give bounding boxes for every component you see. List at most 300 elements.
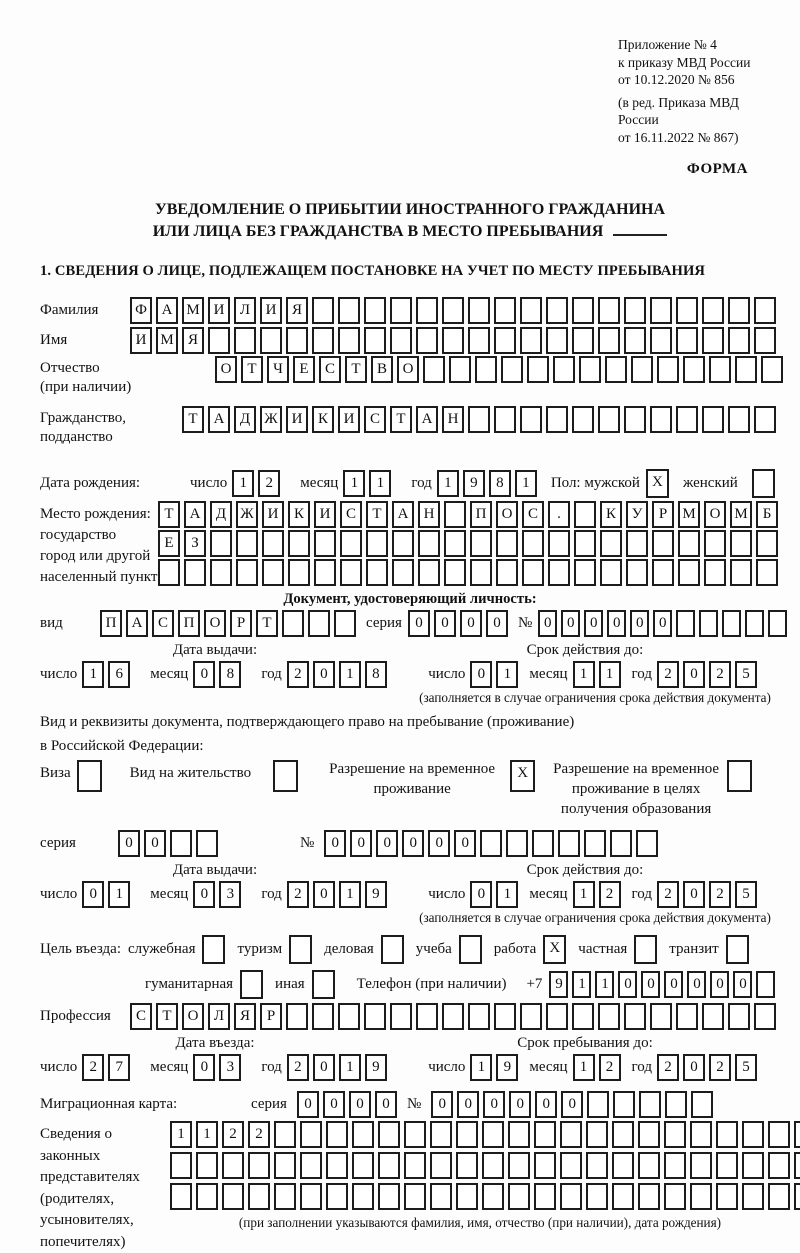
citizenship-char-box[interactable] [728, 406, 750, 433]
resdoc-num-box[interactable] [584, 830, 606, 857]
birthplace-char-box[interactable] [444, 501, 466, 528]
profession-char-box[interactable] [728, 1003, 750, 1030]
birth-day-box[interactable]: 1 [232, 470, 254, 497]
resdoc-seriya-box[interactable]: 0 [144, 830, 166, 857]
rep-char-box[interactable] [742, 1183, 764, 1210]
profession-char-box[interactable] [520, 1003, 542, 1030]
mig-num-box[interactable]: 0 [483, 1091, 505, 1118]
rep-char-box[interactable] [170, 1183, 192, 1210]
resdoc-seriya-box[interactable]: 0 [118, 830, 140, 857]
date-box[interactable]: 5 [735, 1054, 757, 1081]
mig-num-box[interactable]: 0 [561, 1091, 583, 1118]
birthplace-char-box[interactable]: О [496, 501, 518, 528]
birthplace-char-box[interactable] [522, 530, 544, 557]
citizenship-char-box[interactable] [650, 406, 672, 433]
rep-char-box[interactable] [300, 1152, 322, 1179]
rep-char-box[interactable] [768, 1183, 790, 1210]
rep-char-box[interactable] [586, 1121, 608, 1148]
rep-char-box[interactable] [196, 1183, 218, 1210]
citizenship-char-box[interactable] [624, 406, 646, 433]
mig-num-box[interactable] [587, 1091, 609, 1118]
rep-char-box[interactable] [742, 1121, 764, 1148]
birthplace-char-box[interactable] [418, 559, 440, 586]
rep-char-box[interactable] [222, 1152, 244, 1179]
birth-day-box[interactable]: 2 [258, 470, 280, 497]
resdoc-num-box[interactable]: 0 [324, 830, 346, 857]
iddoc-seriya-box[interactable]: 0 [486, 610, 508, 637]
date-box[interactable]: 1 [496, 661, 518, 688]
resdoc-num-box[interactable] [480, 830, 502, 857]
date-box[interactable]: 0 [313, 1054, 335, 1081]
name-char-box[interactable] [338, 327, 360, 354]
rep-char-box[interactable] [170, 1152, 192, 1179]
patronymic-char-box[interactable]: Т [241, 356, 263, 383]
date-box[interactable]: 1 [470, 1054, 492, 1081]
rep-char-box[interactable] [248, 1183, 270, 1210]
date-box[interactable]: 9 [365, 1054, 387, 1081]
rep-char-box[interactable] [612, 1152, 634, 1179]
profession-char-box[interactable] [494, 1003, 516, 1030]
citizenship-char-box[interactable]: А [416, 406, 438, 433]
name-char-box[interactable] [494, 327, 516, 354]
iddoc-num-box[interactable]: 0 [630, 610, 649, 637]
rep-char-box[interactable]: 2 [248, 1121, 270, 1148]
birthplace-char-box[interactable] [470, 530, 492, 557]
tourism-box[interactable] [289, 935, 312, 964]
rep-char-box[interactable] [534, 1183, 556, 1210]
profession-char-box[interactable] [650, 1003, 672, 1030]
patronymic-char-box[interactable]: Е [293, 356, 315, 383]
rep-char-box[interactable] [430, 1121, 452, 1148]
birthplace-char-box[interactable]: И [262, 501, 284, 528]
birthplace-char-box[interactable]: З [184, 530, 206, 557]
rep-char-box[interactable] [248, 1152, 270, 1179]
rep-char-box[interactable] [534, 1152, 556, 1179]
birthplace-char-box[interactable] [678, 559, 700, 586]
patronymic-char-box[interactable] [631, 356, 653, 383]
date-box[interactable]: 2 [82, 1054, 104, 1081]
rep-char-box[interactable] [300, 1121, 322, 1148]
date-box[interactable]: 2 [709, 661, 731, 688]
rep-char-box[interactable] [534, 1121, 556, 1148]
patronymic-char-box[interactable]: Т [345, 356, 367, 383]
citizenship-char-box[interactable] [676, 406, 698, 433]
surname-char-box[interactable] [390, 297, 412, 324]
phone-digit-box[interactable]: 0 [733, 971, 752, 998]
resdoc-num-box[interactable]: 0 [454, 830, 476, 857]
rep-char-box[interactable] [352, 1121, 374, 1148]
birthplace-char-box[interactable] [652, 559, 674, 586]
iddoc-num-box[interactable]: 0 [538, 610, 557, 637]
rep-char-box[interactable] [404, 1183, 426, 1210]
rep-char-box[interactable] [742, 1152, 764, 1179]
mig-num-box[interactable]: 0 [509, 1091, 531, 1118]
study-box[interactable] [459, 935, 482, 964]
birthplace-char-box[interactable]: Т [158, 501, 180, 528]
date-box[interactable]: 8 [219, 661, 241, 688]
rep-char-box[interactable] [794, 1152, 800, 1179]
iddoc-vid-char-box[interactable] [282, 610, 304, 637]
date-box[interactable]: 2 [287, 1054, 309, 1081]
iddoc-vid-char-box[interactable]: П [178, 610, 200, 637]
rep-char-box[interactable] [456, 1121, 478, 1148]
sex-male-box[interactable]: X [646, 469, 669, 498]
birthplace-char-box[interactable] [574, 530, 596, 557]
citizenship-char-box[interactable] [546, 406, 568, 433]
phone-digit-box[interactable]: 0 [641, 971, 660, 998]
profession-char-box[interactable] [468, 1003, 490, 1030]
name-char-box[interactable] [286, 327, 308, 354]
surname-char-box[interactable]: Ф [130, 297, 152, 324]
official-box[interactable] [202, 935, 225, 964]
iddoc-vid-char-box[interactable]: О [204, 610, 226, 637]
rep-char-box[interactable] [664, 1152, 686, 1179]
date-box[interactable]: 2 [709, 881, 731, 908]
name-char-box[interactable] [416, 327, 438, 354]
citizenship-char-box[interactable]: Т [182, 406, 204, 433]
birthplace-char-box[interactable] [236, 530, 258, 557]
date-box[interactable]: 0 [683, 1054, 705, 1081]
profession-char-box[interactable]: О [182, 1003, 204, 1030]
birth-year-box[interactable]: 8 [489, 470, 511, 497]
surname-char-box[interactable]: М [182, 297, 204, 324]
phone-digit-box[interactable]: 0 [618, 971, 637, 998]
surname-char-box[interactable]: А [156, 297, 178, 324]
business-box[interactable] [381, 935, 404, 964]
profession-char-box[interactable] [572, 1003, 594, 1030]
patronymic-char-box[interactable] [449, 356, 471, 383]
birthplace-char-box[interactable] [522, 559, 544, 586]
birthplace-char-box[interactable] [600, 559, 622, 586]
birthplace-char-box[interactable]: Б [756, 501, 778, 528]
mig-seriya-box[interactable]: 0 [323, 1091, 345, 1118]
profession-char-box[interactable] [416, 1003, 438, 1030]
resdoc-num-box[interactable] [532, 830, 554, 857]
surname-char-box[interactable] [494, 297, 516, 324]
surname-char-box[interactable] [520, 297, 542, 324]
birthplace-char-box[interactable] [366, 559, 388, 586]
citizenship-char-box[interactable] [520, 406, 542, 433]
date-box[interactable]: 2 [599, 1054, 621, 1081]
mig-num-box[interactable]: 0 [431, 1091, 453, 1118]
date-box[interactable]: 0 [470, 661, 492, 688]
resdoc-num-box[interactable]: 0 [350, 830, 372, 857]
birthplace-char-box[interactable]: Д [210, 501, 232, 528]
rep-char-box[interactable] [456, 1152, 478, 1179]
transit-box[interactable] [726, 935, 749, 964]
iddoc-num-box[interactable] [699, 610, 718, 637]
date-box[interactable]: 0 [470, 881, 492, 908]
birthplace-char-box[interactable] [730, 530, 752, 557]
birthplace-char-box[interactable] [756, 559, 778, 586]
patronymic-char-box[interactable] [423, 356, 445, 383]
work-box[interactable]: X [543, 935, 566, 964]
date-box[interactable]: 0 [313, 661, 335, 688]
rep-char-box[interactable] [612, 1121, 634, 1148]
profession-char-box[interactable] [702, 1003, 724, 1030]
resdoc-num-box[interactable] [558, 830, 580, 857]
birthplace-char-box[interactable]: Н [418, 501, 440, 528]
surname-char-box[interactable]: Л [234, 297, 256, 324]
profession-char-box[interactable]: Я [234, 1003, 256, 1030]
phone-digit-box[interactable]: 1 [572, 971, 591, 998]
rep-char-box[interactable] [352, 1152, 374, 1179]
date-box[interactable]: 0 [193, 881, 215, 908]
profession-char-box[interactable] [364, 1003, 386, 1030]
rep-char-box[interactable] [508, 1121, 530, 1148]
date-box[interactable]: 0 [683, 661, 705, 688]
birthplace-char-box[interactable] [392, 530, 414, 557]
birthplace-char-box[interactable] [652, 530, 674, 557]
birthplace-char-box[interactable]: Р [652, 501, 674, 528]
name-char-box[interactable] [468, 327, 490, 354]
rep-char-box[interactable] [716, 1183, 738, 1210]
iddoc-num-box[interactable] [745, 610, 764, 637]
date-box[interactable]: 2 [657, 1054, 679, 1081]
name-char-box[interactable] [624, 327, 646, 354]
date-box[interactable]: 1 [108, 881, 130, 908]
rep-char-box[interactable] [326, 1152, 348, 1179]
rep-char-box[interactable] [326, 1183, 348, 1210]
birthplace-char-box[interactable]: И [314, 501, 336, 528]
iddoc-vid-char-box[interactable]: П [100, 610, 122, 637]
patronymic-char-box[interactable] [501, 356, 523, 383]
mig-num-box[interactable] [639, 1091, 661, 1118]
iddoc-num-box[interactable] [722, 610, 741, 637]
resdoc-num-box[interactable]: 0 [428, 830, 450, 857]
birthplace-char-box[interactable]: К [288, 501, 310, 528]
date-box[interactable]: 0 [313, 881, 335, 908]
rep-char-box[interactable] [300, 1183, 322, 1210]
iddoc-num-box[interactable]: 0 [561, 610, 580, 637]
date-box[interactable]: 3 [219, 881, 241, 908]
patronymic-char-box[interactable]: О [215, 356, 237, 383]
surname-char-box[interactable] [598, 297, 620, 324]
citizenship-char-box[interactable]: А [208, 406, 230, 433]
birth-month-box[interactable]: 1 [369, 470, 391, 497]
name-char-box[interactable] [728, 327, 750, 354]
mig-num-box[interactable] [613, 1091, 635, 1118]
rep-char-box[interactable] [352, 1183, 374, 1210]
name-char-box[interactable] [442, 327, 464, 354]
rep-char-box[interactable] [430, 1152, 452, 1179]
birthplace-char-box[interactable] [496, 530, 518, 557]
resdoc-num-box[interactable]: 0 [376, 830, 398, 857]
iddoc-vid-char-box[interactable]: Т [256, 610, 278, 637]
birthplace-char-box[interactable]: . [548, 501, 570, 528]
birthplace-char-box[interactable] [366, 530, 388, 557]
birthplace-char-box[interactable]: С [340, 501, 362, 528]
date-box[interactable]: 0 [193, 661, 215, 688]
surname-char-box[interactable] [338, 297, 360, 324]
birthplace-char-box[interactable] [210, 530, 232, 557]
rep-char-box[interactable] [690, 1183, 712, 1210]
birthplace-char-box[interactable] [444, 530, 466, 557]
profession-char-box[interactable]: Р [260, 1003, 282, 1030]
surname-char-box[interactable] [676, 297, 698, 324]
name-char-box[interactable] [754, 327, 776, 354]
birthplace-char-box[interactable]: А [184, 501, 206, 528]
date-box[interactable]: 1 [339, 881, 361, 908]
rep-char-box[interactable] [378, 1183, 400, 1210]
profession-char-box[interactable]: Т [156, 1003, 178, 1030]
rep-char-box[interactable] [274, 1152, 296, 1179]
date-box[interactable]: 1 [339, 1054, 361, 1081]
surname-char-box[interactable] [312, 297, 334, 324]
birthplace-char-box[interactable] [288, 559, 310, 586]
date-box[interactable]: 2 [287, 661, 309, 688]
date-box[interactable]: 1 [82, 661, 104, 688]
citizenship-char-box[interactable]: К [312, 406, 334, 433]
birthplace-char-box[interactable] [678, 530, 700, 557]
surname-char-box[interactable] [624, 297, 646, 324]
name-char-box[interactable] [546, 327, 568, 354]
citizenship-char-box[interactable]: И [286, 406, 308, 433]
patronymic-char-box[interactable]: В [371, 356, 393, 383]
citizenship-char-box[interactable] [468, 406, 490, 433]
birthplace-char-box[interactable] [184, 559, 206, 586]
patronymic-char-box[interactable] [579, 356, 601, 383]
phone-digit-box[interactable]: 9 [549, 971, 568, 998]
rep-char-box[interactable] [638, 1121, 660, 1148]
name-char-box[interactable] [364, 327, 386, 354]
mig-num-box[interactable]: 0 [535, 1091, 557, 1118]
profession-char-box[interactable] [624, 1003, 646, 1030]
name-char-box[interactable]: М [156, 327, 178, 354]
birthplace-char-box[interactable]: М [678, 501, 700, 528]
private-box[interactable] [634, 935, 657, 964]
citizenship-char-box[interactable] [572, 406, 594, 433]
surname-char-box[interactable] [650, 297, 672, 324]
profession-char-box[interactable]: Л [208, 1003, 230, 1030]
iddoc-num-box[interactable] [676, 610, 695, 637]
birthplace-char-box[interactable] [392, 559, 414, 586]
phone-digit-box[interactable] [756, 971, 775, 998]
rep-char-box[interactable] [274, 1183, 296, 1210]
birthplace-char-box[interactable] [210, 559, 232, 586]
phone-digit-box[interactable]: 0 [664, 971, 683, 998]
birthplace-char-box[interactable] [574, 559, 596, 586]
citizenship-char-box[interactable]: И [338, 406, 360, 433]
date-box[interactable]: 2 [599, 881, 621, 908]
profession-char-box[interactable] [286, 1003, 308, 1030]
rep-char-box[interactable] [560, 1183, 582, 1210]
rep-char-box[interactable] [430, 1183, 452, 1210]
birthplace-char-box[interactable] [340, 530, 362, 557]
birthplace-char-box[interactable] [158, 559, 180, 586]
surname-char-box[interactable] [468, 297, 490, 324]
birthplace-char-box[interactable]: С [522, 501, 544, 528]
date-box[interactable]: 5 [735, 661, 757, 688]
profession-char-box[interactable] [598, 1003, 620, 1030]
profession-char-box[interactable] [442, 1003, 464, 1030]
surname-char-box[interactable]: Я [286, 297, 308, 324]
birthplace-char-box[interactable] [314, 559, 336, 586]
date-box[interactable]: 8 [365, 661, 387, 688]
rep-char-box[interactable] [612, 1183, 634, 1210]
surname-char-box[interactable] [442, 297, 464, 324]
name-char-box[interactable] [520, 327, 542, 354]
birthplace-char-box[interactable]: Т [366, 501, 388, 528]
birthplace-char-box[interactable] [314, 530, 336, 557]
date-box[interactable]: 1 [339, 661, 361, 688]
birthplace-char-box[interactable] [288, 530, 310, 557]
birthplace-char-box[interactable] [262, 559, 284, 586]
patronymic-char-box[interactable] [709, 356, 731, 383]
citizenship-char-box[interactable] [598, 406, 620, 433]
iddoc-seriya-box[interactable]: 0 [460, 610, 482, 637]
iddoc-vid-char-box[interactable]: А [126, 610, 148, 637]
phone-digit-box[interactable]: 1 [595, 971, 614, 998]
rep-char-box[interactable] [664, 1183, 686, 1210]
patronymic-char-box[interactable]: Ч [267, 356, 289, 383]
birth-year-box[interactable]: 1 [515, 470, 537, 497]
residence-permit-box[interactable] [273, 760, 298, 792]
profession-char-box[interactable] [390, 1003, 412, 1030]
iddoc-seriya-box[interactable]: 0 [434, 610, 456, 637]
rep-char-box[interactable] [638, 1183, 660, 1210]
rep-char-box[interactable] [378, 1121, 400, 1148]
rep-char-box[interactable] [664, 1121, 686, 1148]
date-box[interactable]: 6 [108, 661, 130, 688]
surname-char-box[interactable] [364, 297, 386, 324]
profession-char-box[interactable] [546, 1003, 568, 1030]
name-char-box[interactable] [598, 327, 620, 354]
rep-char-box[interactable] [638, 1152, 660, 1179]
patronymic-char-box[interactable] [683, 356, 705, 383]
mig-seriya-box[interactable]: 0 [375, 1091, 397, 1118]
citizenship-char-box[interactable] [494, 406, 516, 433]
birthplace-char-box[interactable]: Ж [236, 501, 258, 528]
resdoc-seriya-box[interactable] [196, 830, 218, 857]
rep-char-box[interactable] [690, 1152, 712, 1179]
name-char-box[interactable]: И [130, 327, 152, 354]
birthplace-char-box[interactable] [574, 501, 596, 528]
date-box[interactable]: 1 [599, 661, 621, 688]
rep-char-box[interactable] [768, 1121, 790, 1148]
patronymic-char-box[interactable]: С [319, 356, 341, 383]
name-char-box[interactable] [702, 327, 724, 354]
surname-char-box[interactable] [572, 297, 594, 324]
iddoc-vid-char-box[interactable]: Р [230, 610, 252, 637]
citizenship-char-box[interactable]: Д [234, 406, 256, 433]
date-box[interactable]: 5 [735, 881, 757, 908]
iddoc-vid-char-box[interactable] [334, 610, 356, 637]
humanitarian-box[interactable] [240, 970, 263, 999]
date-box[interactable]: 9 [496, 1054, 518, 1081]
patronymic-char-box[interactable] [553, 356, 575, 383]
mig-seriya-box[interactable]: 0 [349, 1091, 371, 1118]
birthplace-char-box[interactable]: Е [158, 530, 180, 557]
surname-char-box[interactable]: И [208, 297, 230, 324]
rep-char-box[interactable] [456, 1183, 478, 1210]
date-box[interactable]: 1 [496, 881, 518, 908]
name-char-box[interactable] [390, 327, 412, 354]
resdoc-num-box[interactable] [506, 830, 528, 857]
rep-char-box[interactable]: 1 [196, 1121, 218, 1148]
date-box[interactable]: 2 [709, 1054, 731, 1081]
profession-char-box[interactable]: С [130, 1003, 152, 1030]
rep-char-box[interactable] [586, 1152, 608, 1179]
visa-box[interactable] [77, 760, 102, 792]
birthplace-char-box[interactable] [496, 559, 518, 586]
birthplace-char-box[interactable]: К [600, 501, 622, 528]
date-box[interactable]: 9 [365, 881, 387, 908]
resdoc-num-box[interactable] [610, 830, 632, 857]
rep-char-box[interactable] [378, 1152, 400, 1179]
rep-char-box[interactable] [404, 1152, 426, 1179]
name-char-box[interactable] [208, 327, 230, 354]
